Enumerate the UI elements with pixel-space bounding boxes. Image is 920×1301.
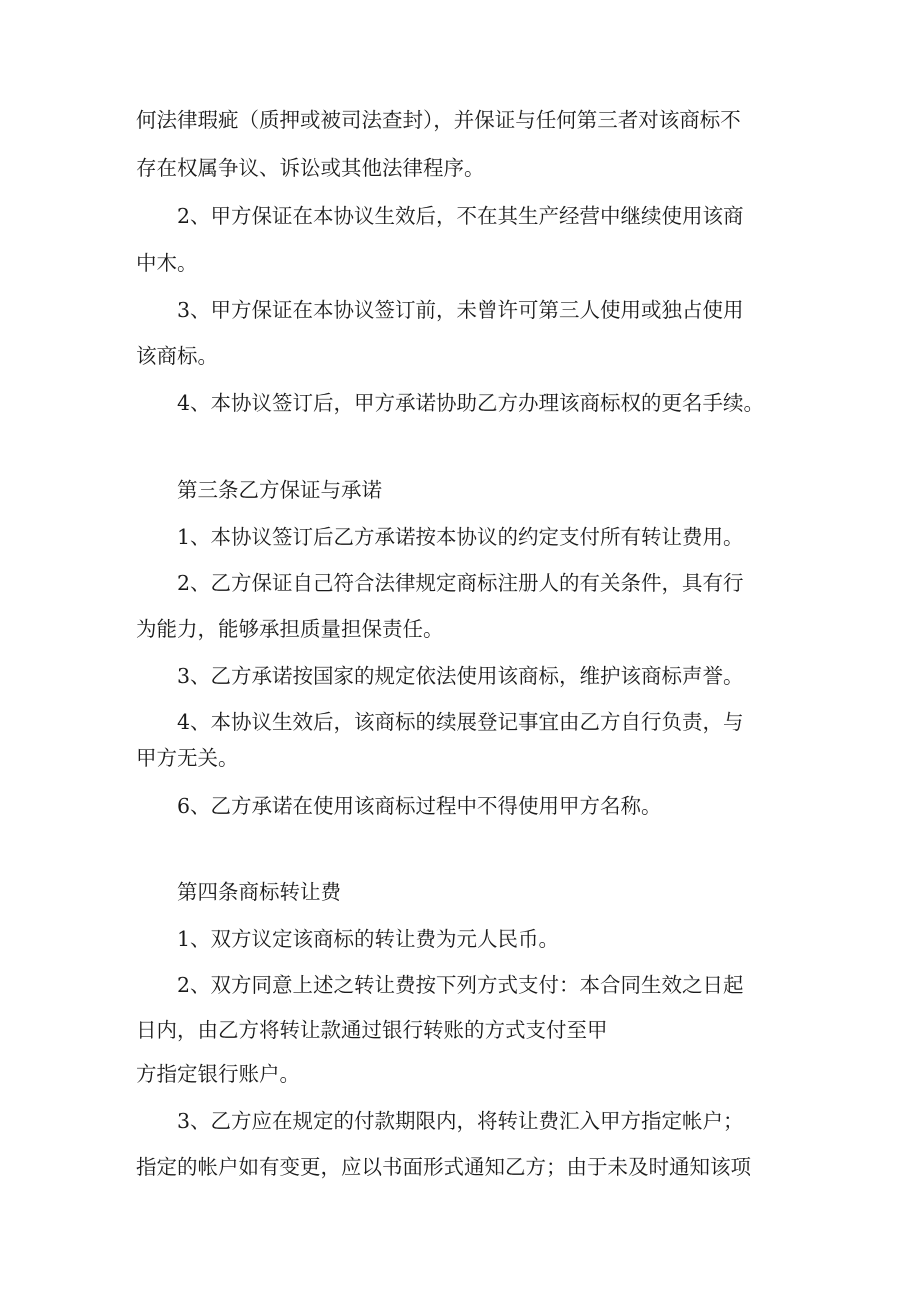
clause-item: 3、甲方保证在本协议签订前，未曾许可第三人使用或独占使用: [177, 298, 744, 322]
clause-item: 4、本协议签订后，甲方承诺协助乙方办理该商标权的更名手续。: [177, 391, 765, 415]
clause-item: 3、乙方承诺按国家的规定依法使用该商标，维护该商标声誉。: [177, 664, 744, 688]
clause-item: 1、本协议签订后乙方承诺按本协议的约定支付所有转让费用。: [177, 525, 744, 549]
body-text-line: 存在权属争议、诉讼或其他法律程序。: [136, 156, 485, 180]
section-heading: 第三条乙方保证与承诺: [177, 478, 382, 502]
body-text-line: 方指定银行账户。: [136, 1062, 300, 1086]
clause-item: 1、双方议定该商标的转让费为元人民币。: [177, 927, 560, 951]
clause-item: 2、甲方保证在本协议生效后，不在其生产经营中继续使用该商: [177, 204, 744, 228]
body-text-line: 何法律瑕疵（质押或被司法查封），并保证与任何第三者对该商标不: [136, 108, 741, 132]
body-text-line: 日内，由乙方将转让款通过银行转账的方式支付至甲: [136, 1018, 608, 1042]
body-text-line: 为能力，能够承担质量担保责任。: [136, 617, 444, 641]
body-text-line: 甲方无关。: [136, 746, 239, 770]
clause-item: 3、乙方应在规定的付款期限内，将转让费汇入甲方指定帐户；: [177, 1109, 744, 1133]
clause-item: 6、乙方承诺在使用该商标过程中不得使用甲方名称。: [177, 794, 662, 818]
body-text-line: 指定的帐户如有变更，应以书面形式通知乙方；由于未及时通知该项: [136, 1155, 751, 1179]
body-text-line: 中木。: [136, 251, 198, 275]
body-text-line: 该商标。: [136, 344, 218, 368]
section-heading: 第四条商标转让费: [177, 880, 341, 904]
clause-item: 2、双方同意上述之转让费按下列方式支付：本合同生效之日起: [177, 973, 744, 997]
clause-item: 4、本协议生效后，该商标的续展登记事宜由乙方自行负责，与: [177, 710, 744, 734]
clause-item: 2、乙方保证自己符合法律规定商标注册人的有关条件，具有行: [177, 571, 744, 595]
